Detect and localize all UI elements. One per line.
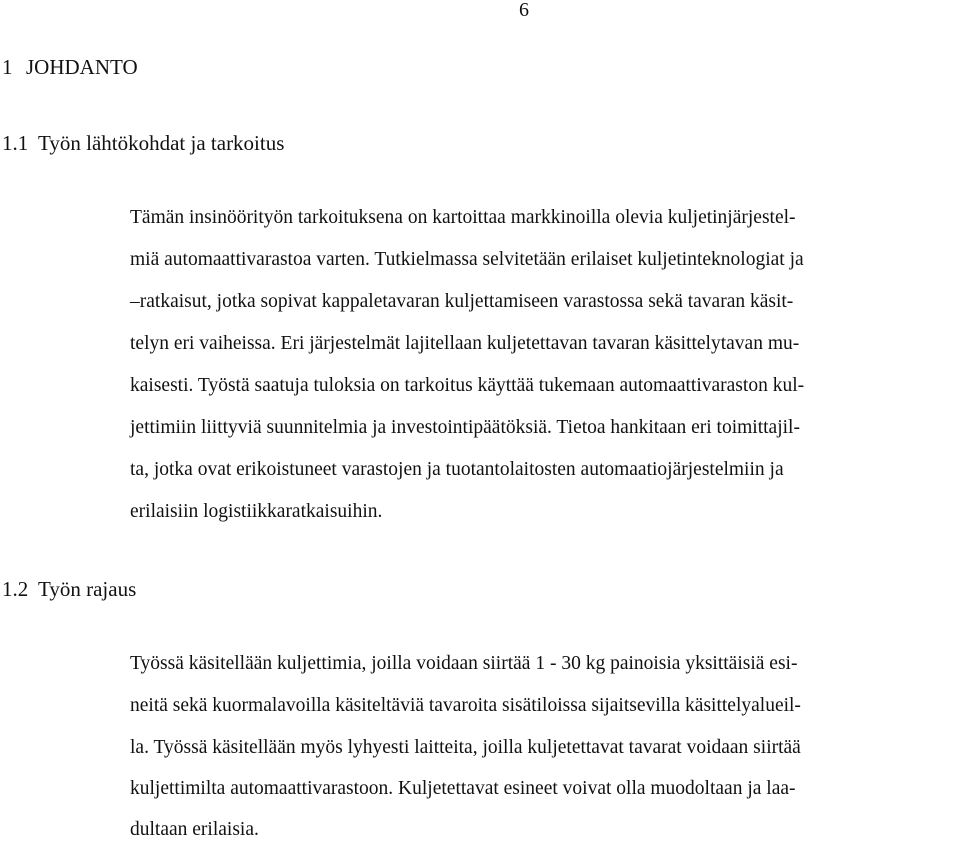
section-number: 1.1 — [2, 131, 29, 155]
paragraph-line: kaisesti. Työstä saatuja tuloksia on tarkoitus käyttää tukemaan automaattivaraston kul- — [130, 375, 805, 396]
chapter-title: JOHDANTO — [26, 55, 138, 79]
paragraph-line: dultaan erilaisia. — [130, 819, 259, 840]
section-number: 1.2 — [2, 577, 29, 601]
paragraph-line: Tämän insinöörityön tarkoituksena on kartoittaa markkinoilla olevia kuljetinjärjestel- — [130, 207, 796, 228]
section-heading-1-2 — [2, 576, 136, 602]
chapter-heading — [2, 54, 138, 80]
paragraph-line: miä automaattivarastoa varten. Tutkielmassa selvitetään erilaiset kuljetinteknologiat ja — [130, 249, 804, 270]
section-title: Työn rajaus — [38, 577, 137, 601]
paragraph-line: Työssä käsitellään kuljettimia, joilla voidaan siirtää 1 - 30 kg painoisia yksittäisiä esi- — [130, 653, 798, 674]
paragraph-line: kuljettimilta automaattivarastoon. Kuljetettavat esineet voivat olla muodoltaan ja laa- — [130, 778, 796, 799]
section-title: Työn lähtökohdat ja tarkoitus — [38, 131, 285, 155]
page-number: 6 — [519, 0, 529, 21]
paragraph-line: neitä sekä kuormalavoilla käsiteltäviä tavaroita sisätiloissa sijaitsevilla käsittelyalueil- — [130, 695, 801, 716]
paragraph-line: jettimiin liittyviä suunnitelmia ja investointipäätöksiä. Tietoa hankitaan eri toimittajil- — [130, 417, 800, 438]
section-heading-1-1 — [2, 130, 284, 156]
chapter-number: 1 — [2, 55, 13, 79]
paragraph-line: telyn eri vaiheissa. Eri järjestelmät lajitellaan kuljetettavan tavaran käsittelytavan mu- — [130, 333, 800, 354]
paragraph-line: la. Työssä käsitellään myös lyhyesti laitteita, joilla kuljetettavat tavarat voidaan siirtää — [130, 737, 801, 758]
paragraph-line: ta, jotka ovat erikoistuneet varastojen ja tuotantolaitosten automaatiojärjestelmiin ja — [130, 459, 784, 480]
paragraph-line: –ratkaisut, jotka sopivat kappaletavaran kuljettamiseen varastossa sekä tavaran käsit- — [130, 291, 794, 312]
paragraph-line: erilaisiin logistiikkaratkaisuihin. — [130, 501, 383, 522]
